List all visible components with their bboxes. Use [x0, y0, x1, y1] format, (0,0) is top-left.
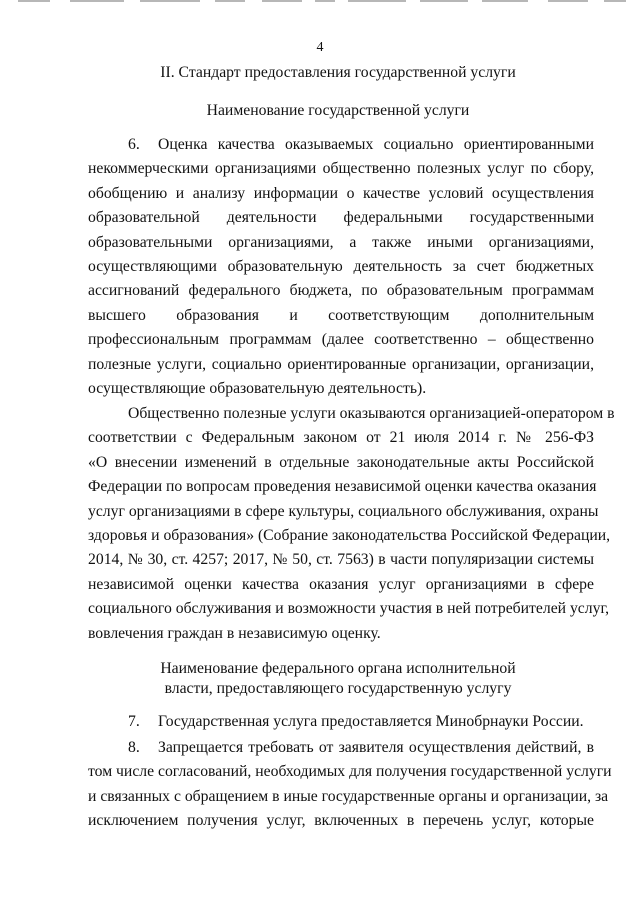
paragraph-text-line: Общественно полезные услуги оказываются организацией-оператором в — [128, 405, 615, 422]
paragraph-8 — [88, 736, 612, 834]
paragraph-text-line: Запрещается требовать от заявителя осуществления действий, в — [158, 739, 594, 756]
paragraph-text-line: услуг организациями в сфере культуры, социального обслуживания, охраны — [88, 502, 599, 520]
paragraph-number: 7. — [128, 713, 140, 730]
paragraph-text-line: «О внесении изменений в отдельные законодательные акты Российской — [88, 453, 594, 471]
paragraph-8-first-line — [88, 736, 594, 760]
paragraph-number: 6. — [128, 136, 140, 153]
paragraph-text-line: некоммерческими организациями общественно полезных услуг по сбору, — [88, 160, 594, 178]
paragraph-text-line: вовлечения граждан в независимую оценку. — [88, 624, 381, 642]
subheading-federal-body-line-1: Наименование федерального органа исполнительной — [160, 660, 516, 677]
paragraph-text-line: социального обслуживания и возможности участия в ней потребителей услуг, — [88, 600, 610, 618]
paragraph-7 — [88, 710, 594, 734]
subheading-service-name: Наименование государственной услуги — [206, 102, 470, 119]
paragraph-6-first-line — [88, 133, 594, 157]
scan-edge-lines — [0, 0, 640, 6]
paragraph-text-line: образовательными организациями, а также иными организациями, — [88, 233, 594, 251]
paragraph-7-line — [88, 710, 594, 734]
paragraph-text-line: 2014, № 30, ст. 4257; 2017, № 50, ст. 7563) в части популяризации системы — [88, 551, 594, 569]
paragraph-text-line: осуществляющие образовательную деятельность). — [88, 379, 427, 397]
paragraph-text-line: профессиональным программам (далее соответственно – общественно — [88, 331, 594, 349]
paragraph-text-line: соответствии с Федеральным законом от 21 июля 2014 г. № 256-ФЗ — [88, 429, 594, 447]
paragraph-text-line: том числе согласований, необходимых для получения государственной услуги — [88, 763, 612, 781]
paragraph-text-line: Оценка качества оказываемых социально ориентированными — [158, 136, 594, 153]
paragraph-public-services — [88, 402, 615, 646]
paragraph-text-line: Федерации по вопросам проведения независимой оценки качества оказания — [88, 478, 597, 496]
section-title: II. Стандарт предоставления государственной услуги — [160, 64, 516, 81]
paragraph-number: 8. — [128, 739, 140, 756]
paragraph-text-line: независимой оценки качества оказания услуг организациями в сфере — [88, 575, 594, 593]
paragraph-6 — [88, 133, 594, 401]
paragraph-text-line: образовательной деятельности федеральными государственными — [88, 209, 594, 227]
paragraph-text-line: осуществляющими образовательную деятельность за счет бюджетных — [88, 257, 594, 275]
paragraph-text-line: здоровья и образования» (Собрание законодательства Российской Федерации, — [88, 526, 611, 544]
page-number: 4 — [316, 40, 324, 55]
paragraph-text-line: Государственная услуга предоставляется Минобрнауки России. — [158, 713, 584, 730]
paragraph-text-line: исключением получения услуг, включенных в перечень услуг, которые — [88, 812, 594, 830]
paragraph-text-line: обобщению и анализу информации о качестве условий осуществления — [88, 184, 594, 202]
paragraph-text-line: ассигнований федерального бюджета, по образовательным программам — [88, 282, 594, 300]
paragraph-text-line: и связанных с обращением в иные государственные органы и организации, за — [88, 787, 609, 805]
subheading-federal-body-line-2: власти, предоставляющего государственную услугу — [164, 680, 512, 697]
paragraph-text-line: высшего образования и соответствующим дополнительным — [88, 306, 594, 324]
paragraph-text-line: полезные услуги, социально ориентированные организации, организации, — [88, 355, 594, 373]
